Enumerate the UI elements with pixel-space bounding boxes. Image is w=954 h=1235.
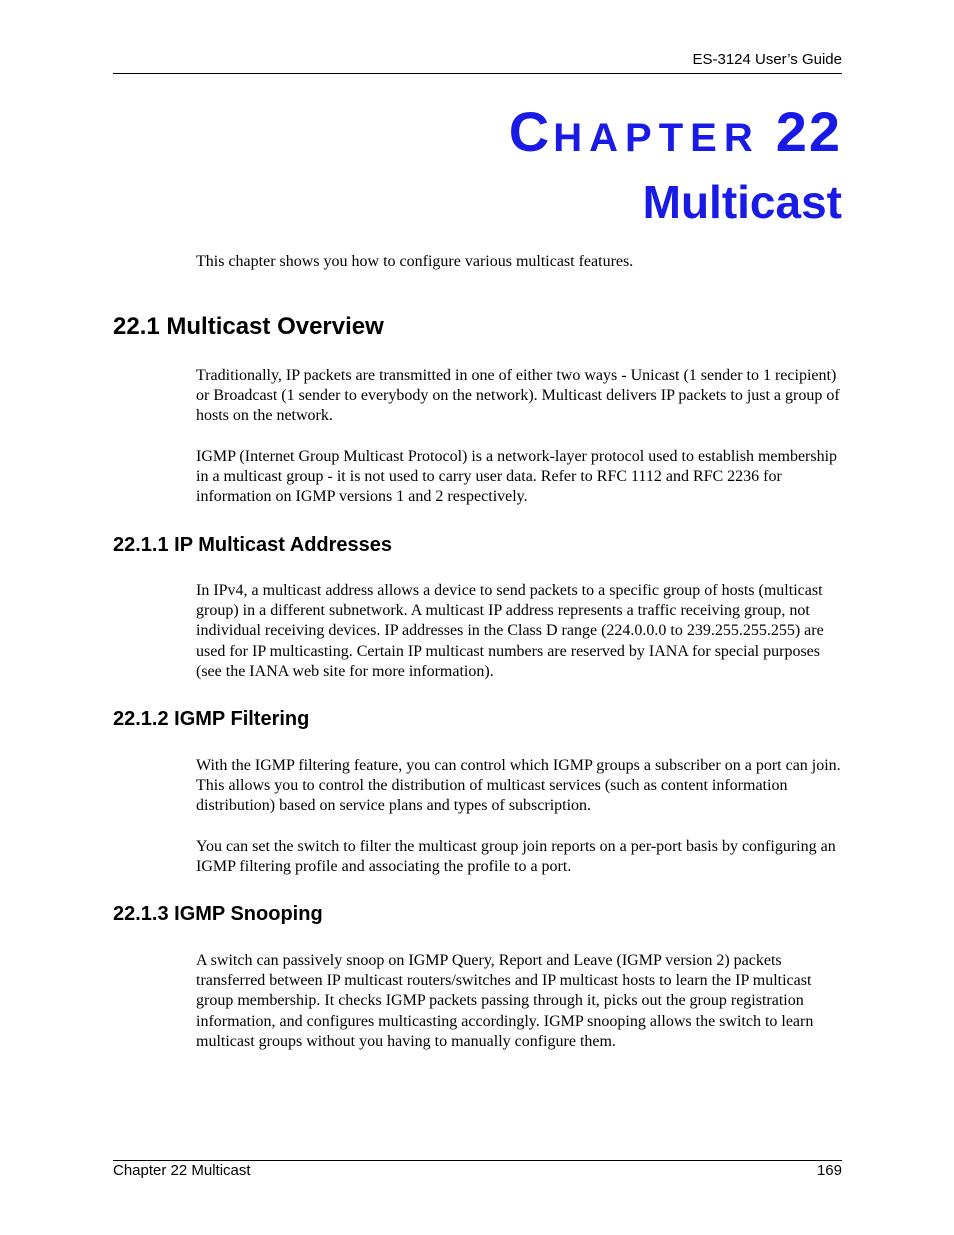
section-heading-addresses: 22.1.1 IP Multicast Addresses <box>113 534 393 556</box>
section-heading-snooping: 22.1.3 IGMP Snooping <box>113 903 323 925</box>
chapter-label-rest: HAPTER <box>553 116 760 160</box>
filtering-paragraph-2: You can set the switch to filter the multicast group join reports on a per-port basis by configuring an IGMP filtering profile and associating the profile to a port. <box>196 838 836 876</box>
guide-title: ES-3124 User’s Guide <box>692 51 842 68</box>
header-divider <box>113 73 842 74</box>
filtering-paragraph-1: With the IGMP filtering feature, you can control which IGMP groups a subscriber on a port can join. This allows you to control the distribution of multicast services (such as content information distribution) based on service plans and types of subscription. <box>196 757 841 815</box>
overview-paragraph-2: IGMP (Internet Group Multicast Protocol) is a network-layer protocol used to establish membership in a multicast group - it is not used to carry user data. Refer to RFC 1112 and RFC 2236 for information on IGMP versions 1 and 2 respectively. <box>196 448 838 506</box>
chapter-label-initial: C <box>508 100 554 163</box>
chapter-heading <box>509 100 842 230</box>
addresses-paragraph-1: In IPv4, a multicast address allows a device to send packets to a specific group of hosts (multicast group) in a different subnetwork. A multicast IP address represents a traffic receiving group, not individual receiving devices. IP addresses in the Class D range (224.0.0.0 to 239.255.255.255) are used for IP multicasting. Certain IP multicast numbers are reserved by IANA for special purposes (see the IANA web site for more information). <box>196 582 824 680</box>
page-number: 169 <box>816 1162 842 1179</box>
chapter-label <box>509 100 842 170</box>
snooping-paragraph-1: A switch can passively snoop on IGMP Query, Report and Leave (IGMP version 2) packets transferred between IP multicast routers/switches and IP multicast hosts to learn the IP multicast group membership. It checks IGMP packets passing through it, picks out the group registration information, and configures multicasting accordingly. IGMP snooping allows the switch to learn multicast groups without you having to manually configure them. <box>196 952 814 1050</box>
intro-paragraph: This chapter shows you how to configure various multicast features. <box>196 253 634 270</box>
chapter-number: 22 <box>775 100 842 163</box>
section-heading-overview: 22.1 Multicast Overview <box>113 313 384 340</box>
section-heading-filtering: 22.1.2 IGMP Filtering <box>113 708 310 730</box>
footer-divider <box>113 1160 842 1161</box>
overview-paragraph-1: Traditionally, IP packets are transmitted in one of either two ways - Unicast (1 sender to 1 recipient) or Broadcast (1 sender to everybody on the network). Multicast delivers IP packets to just a group of hosts on the network. <box>196 367 840 425</box>
footer-chapter-label: Chapter 22 Multicast <box>113 1162 251 1179</box>
chapter-title: Multicast <box>642 176 842 228</box>
